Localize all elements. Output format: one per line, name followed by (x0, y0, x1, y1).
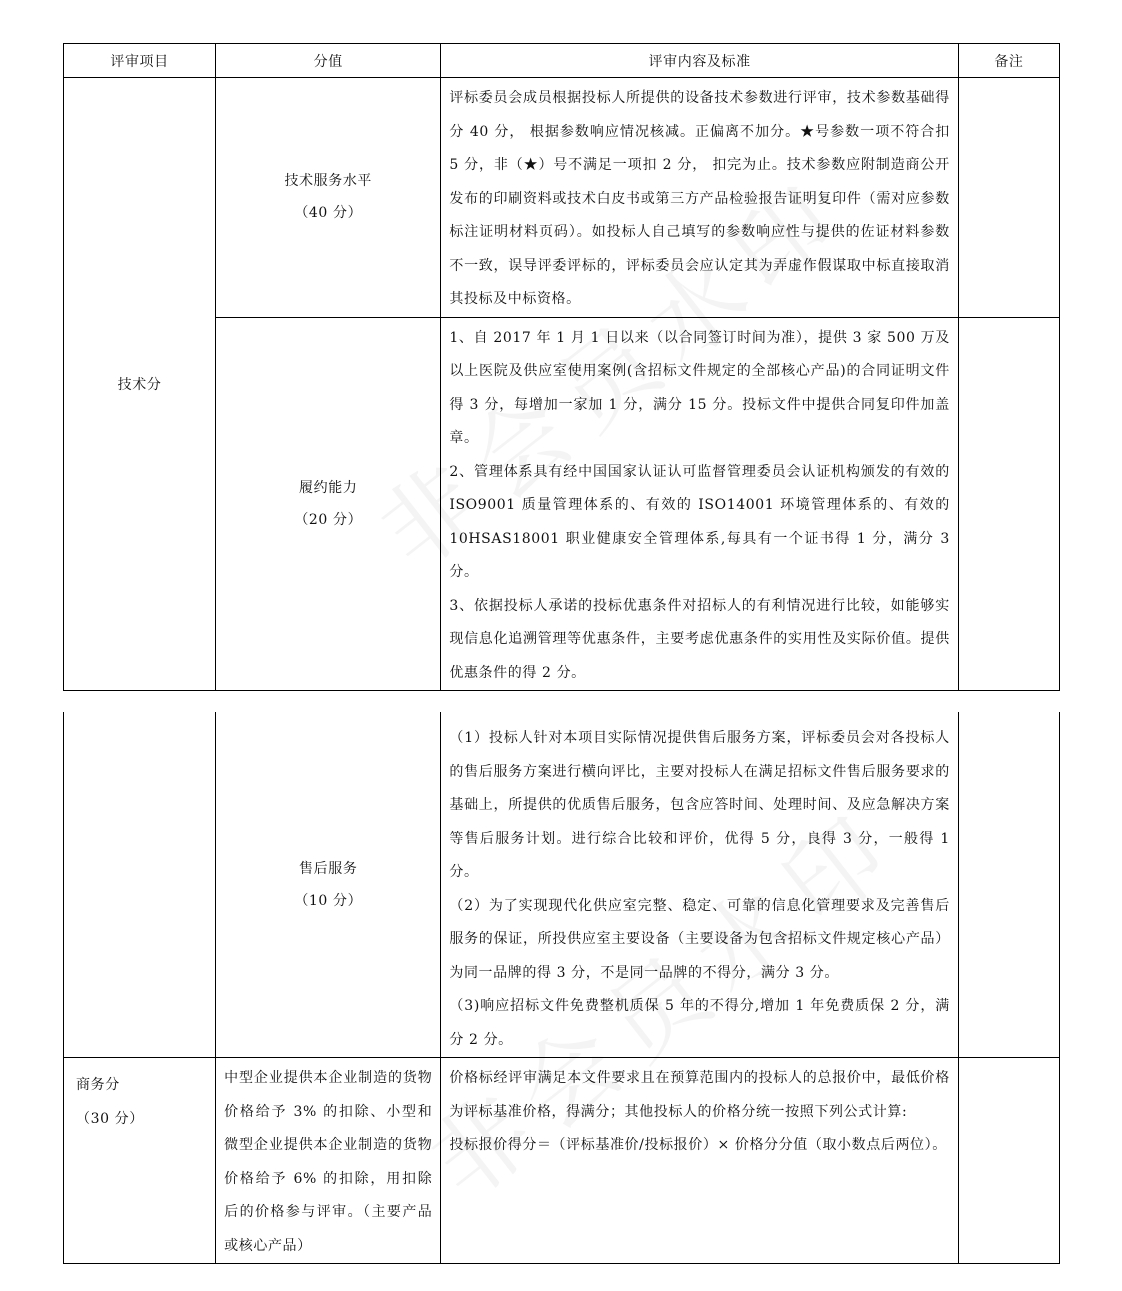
after-sales-points: （10 分） (294, 892, 363, 909)
performance-clause-2: 2、管理体系具有经中国国家认证认可监督管理委员会认证机构颁发的有效的 ISO9001 质量管理体系的、有效的 ISO14001 环境管理体系的、有效的 10HSAS18001 职业健康安全管理体系,每具有一个证书得 1 分，满分 3 分。 (449, 463, 950, 580)
performance-note (958, 317, 1059, 691)
table-header-row (64, 44, 1060, 78)
after-sales-category-cell (64, 712, 216, 1058)
table-row-after-sales (64, 712, 1060, 1058)
technical-category-cell (64, 78, 216, 691)
performance-content (441, 317, 959, 691)
service-level-content (441, 78, 959, 318)
business-category-cell (64, 1058, 216, 1264)
header-score: 分值 (216, 44, 441, 78)
after-sales-content (441, 712, 959, 1058)
service-level-note (958, 78, 1059, 318)
table-row-business (64, 1058, 1060, 1264)
business-clause-1: 价格标经评审满足本文件要求且在预算范围内的投标人的总报价中，最低价格为评标基准价格，得满分；其他投标人的价格分统一按照下列公式计算: (449, 1070, 950, 1120)
performance-clause-1: 1、自 2017 年 1 月 1 日以来（以合同签订时间为准），提供 3 家 500 万及以上医院及供应室使用案例(含招标文件规定的全部核心产品)的合同证明文件得 3 分，每增加一家加 1 分，满分 15 分。投标文件中提供合同复印件加盖章。 (449, 329, 950, 446)
after-sales-note (958, 712, 1059, 1058)
business-clause-2: 投标报价得分＝（评标基准价/投标报价）× 价格分分值（取小数点后两位）。 (449, 1137, 947, 1153)
performance-name: 履约能力 (299, 479, 358, 496)
service-level-name: 技术服务水平 (284, 173, 373, 190)
technical-category-label: 技术分 (117, 377, 162, 393)
after-sales-clause-3: （3)响应招标文件免费整机质保 5 年的不得分,增加 1 年免费质保 2 分，满分 2 分。 (449, 998, 950, 1048)
after-sales-clause-1: （1）投标人针对本项目实际情况提供售后服务方案，评标委员会对各投标人的售后服务方案进行横向评比，主要对投标人在满足招标文件售后服务要求的基础上，所提供的优质售后服务，包含应答时间、处理时间、及应急解决方案等售后服务计划。进行综合比较和评价，优得 5 分，良得 3 分，一般得 1 分。 (449, 730, 950, 880)
after-sales-clause-2: （2）为了实现现代化供应室完整、稳定、可靠的信息化管理要求及完善售后服务的保证，所投供应室主要设备（主要设备为包含招标文件规定核心产品）为同一品牌的得 3 分，不是同一品牌的不得分，满分 3 分。 (449, 897, 950, 981)
header-content: 评审内容及标准 (441, 44, 959, 78)
performance-points: （20 分） (294, 511, 363, 528)
performance-cell (216, 317, 441, 691)
scoring-table-part-1 (63, 43, 1060, 691)
business-score-text: 中型企业提供本企业制造的货物价格给予 3% 的扣除、小型和微型企业提供本企业制造的货物价格给予 6% 的扣除，用扣除后的价格参与评审。（主要产品或核心产品） (224, 1070, 433, 1254)
after-sales-name: 售后服务 (299, 860, 358, 877)
header-item: 评审项目 (64, 44, 216, 78)
after-sales-cell (216, 712, 441, 1058)
service-level-points: （40 分） (294, 205, 363, 222)
service-level-text: 评标委员会成员根据投标人所提供的设备技术参数进行评审，技术参数基础得分 40 分， 根据参数响应情况核减。正偏离不加分。★号参数一项不符合扣 5 分，非（★）号不满足一项扣 2 分， 扣完为止。技术参数应附制造商公开发布的印刷资料或技术白皮书或第三方产品检验报告证明复印件（需对应参数标注证明材料页码）。如投标人自己填写的参数响应性与提供的佐证材料参数不一致，误导评委评标的，评标委员会应认定其为弄虚作假谋取中标直接取消其投标及中标资格。 (449, 90, 950, 307)
business-points: （30 分） (76, 1111, 144, 1127)
table-row-service-level (64, 78, 1060, 318)
header-note: 备注 (958, 44, 1059, 78)
business-content (441, 1058, 959, 1264)
business-note (958, 1058, 1059, 1264)
service-level-cell (216, 78, 441, 318)
scoring-table-part-2 (63, 712, 1060, 1264)
performance-clause-3: 3、依据投标人承诺的投标优惠条件对招标人的有利情况进行比较，如能够实现信息化追溯管理等优惠条件，主要考虑优惠条件的实用性及实际价值。提供优惠条件的得 2 分。 (449, 597, 950, 681)
business-score-cell (216, 1058, 441, 1264)
business-category-label: 商务分 (76, 1077, 120, 1093)
